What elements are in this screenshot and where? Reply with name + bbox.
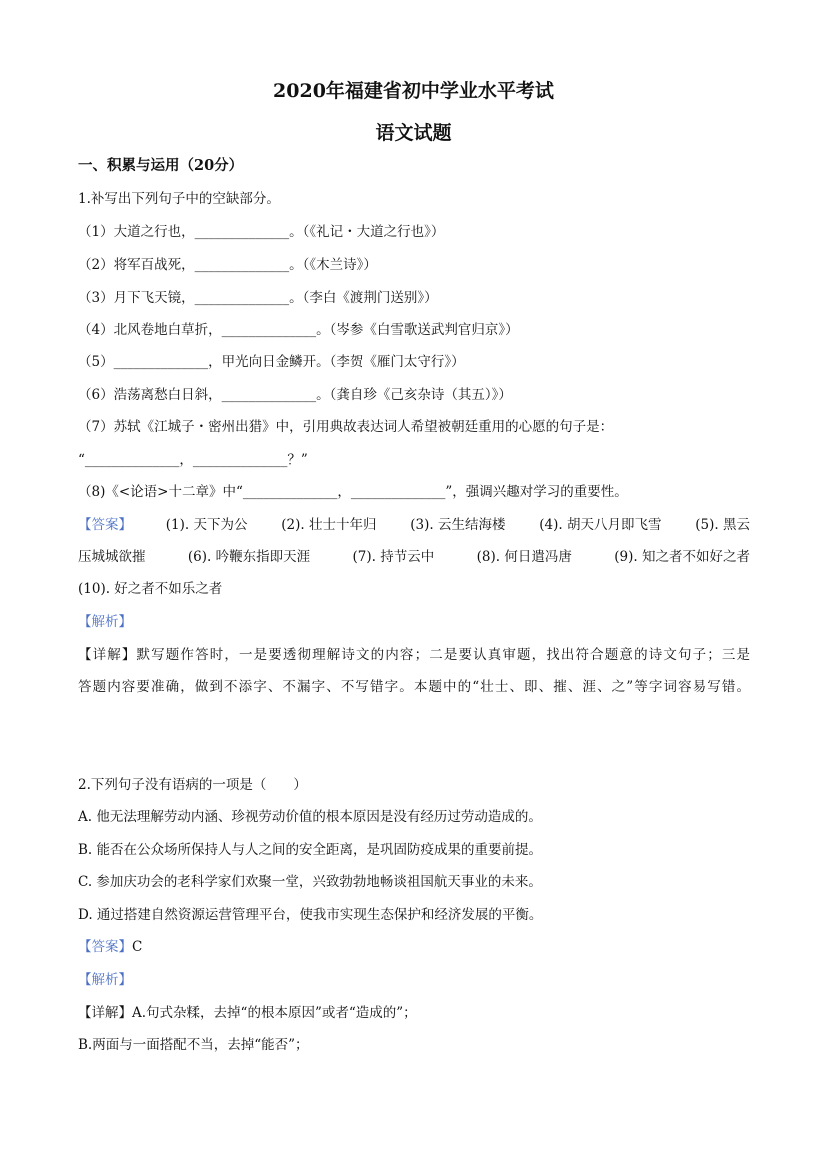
page-title: 2020年福建省初中学业水平考试 [273,80,554,102]
detail-text: 答题内容要准确，做到不添字、不漏字、不写错字。本题中的“壮士、即、摧、涯、之”等字词容易写错。 [78,679,750,695]
answer-row [78,548,750,566]
answer-row [78,516,750,534]
question-2-option: D. 通过搭建自然资源运营管理平台，使我市实现生态保护和经济发展的平衡。 [78,907,543,923]
answer-item: (9). 知之者不如好之者 [614,549,750,565]
question-2-option: C. 参加庆功会的老科学家们欢聚一堂，兴致勃勃地畅谈祖国航天事业的未来。 [78,874,542,890]
answer-item: (6). 吟鞭东指即天涯 [187,549,311,565]
answer-item: (3). 云生结海楼 [410,517,506,533]
answer-item: (5). 黑云 [695,517,750,533]
question-1-prompt: 1.补写出下列句子中的空缺部分。 [78,191,280,207]
question-1-item: （8)《<论语>十二章》中“______________，______________”，强调兴趣对学习的重要性。 [78,484,628,500]
detail-text: B.两面与一面搭配不当，去掉“能否”； [78,1037,309,1053]
question-1-item: （4）北风卷地白草折，______________。（岑参《白雪歌送武判官归京》） [78,322,519,338]
analysis-label: 【解析】 [78,614,132,630]
question-2-option: A. 他无法理解劳动内涵、珍视劳动价值的根本原因是没有经历过劳动造成的。 [78,809,542,825]
analysis-label: 【解析】 [78,972,132,988]
page-subtitle: 语文试题 [375,122,452,144]
answer-value: C [132,939,143,955]
answer-item: (1). 天下为公 [165,517,248,533]
section-heading: 一、积累与运用（20分） [78,157,244,174]
answer-item: (4). 胡天八月即飞雪 [539,517,662,533]
answer-item: (8). 何日遣冯唐 [476,549,572,565]
detail-text: 【详解】A.句式杂糅，去掉“的根本原因”或者“造成的”； [78,1005,417,1021]
answer-item: 压城城欲摧 [78,549,146,565]
question-1-item: （2）将军百战死，______________。（《木兰诗》） [78,257,377,273]
answer-label: 【答案】 [78,517,132,533]
answer-row [78,938,142,956]
question-1-item: “______________，______________？” [78,452,308,468]
detail-text: 【详解】默写题作答时，一是要透彻理解诗文的内容；二是要认真审题，找出符合题意的诗文句子；三是 [78,647,750,663]
question-2-prompt: 2.下列句子没有语病的一项是（ ） [78,777,307,793]
question-1-item: （5）______________，甲光向日金鳞开。（李贺《雁门太守行》） [78,354,465,370]
question-1-item: （6）浩荡离愁白日斜，______________。（龚自珍《己亥杂诗（其五）》） [78,387,512,403]
answer-item: (10). 好之者不如乐之者 [78,581,223,597]
question-1-item: （7）苏轼《江城子・密州出猎》中，引用典故表达词人希望被朝廷重用的心愿的句子是： [78,419,614,435]
answer-item: (2). 壮士十年归 [281,517,377,533]
question-1-item: （1）大道之行也，______________。（《礼记・大道之行也》） [78,224,445,240]
question-1-item: （3）月下飞天镜，______________。（李白《渡荆门送别》） [78,290,438,306]
answer-item: (7). 持节云中 [352,549,435,565]
answer-label: 【答案】 [78,939,132,955]
question-2-option: B. 能否在公众场所保持人与人之间的安全距离，是巩固防疫成果的重要前提。 [78,842,543,858]
